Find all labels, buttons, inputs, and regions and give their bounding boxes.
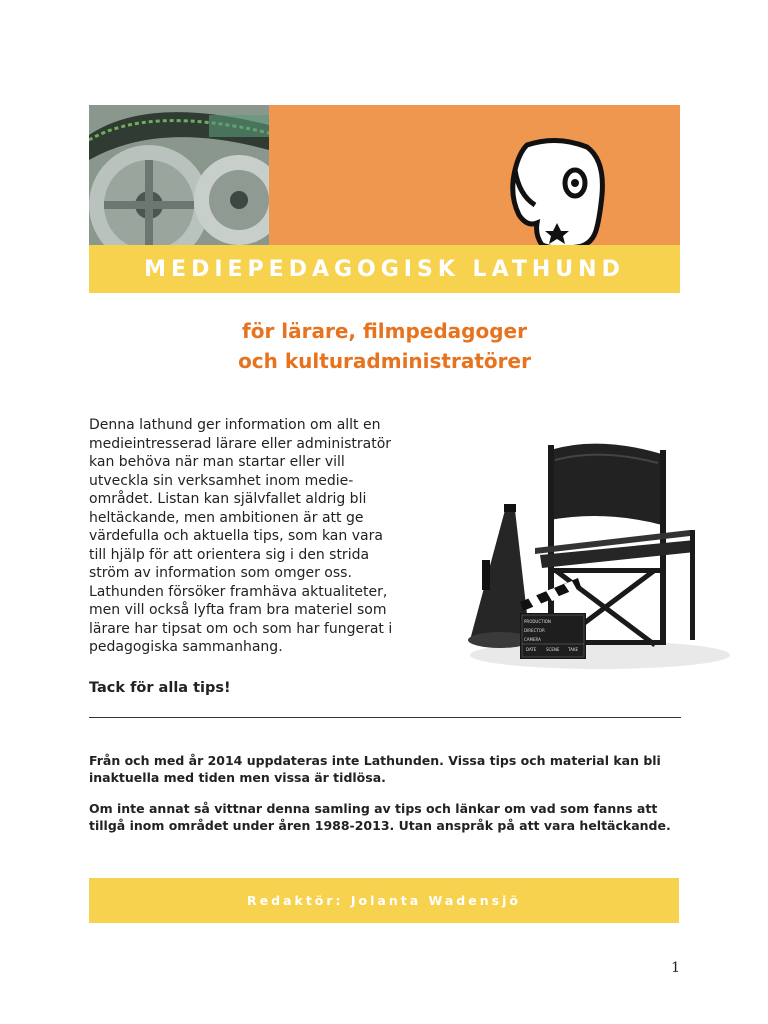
intro-line: men vill också lyfta fram bra materiel som [89,602,387,618]
banner-orange-panel [269,105,680,245]
subtitle [89,316,680,376]
page-number: 1 [671,960,680,976]
notice-line: Från och med år 2014 uppdateras inte Lathunden. Vissa tips och material kan bli [89,753,661,768]
clapper-take-label: TAKE [568,647,579,652]
clapperboard-icon [520,578,586,659]
editor-bar [89,878,679,923]
film-reel-icon [89,105,269,245]
intro-line: heltäckande, men ambitionen är att ge [89,509,364,526]
intro-line: ström av information som omger oss. [89,565,352,581]
intro-line: kan behöva när man startar eller vill [89,454,345,470]
intro-line: medieintresserad lärare eller administratör [89,435,392,452]
header-banner [89,105,680,293]
update-notice [89,752,689,786]
intro-line: Lathunden försöker framhäva aktualiteter, [89,583,388,600]
section-divider [89,717,681,718]
film-equipment-illustration [450,430,730,680]
intro-line: utveckla sin verksamhet inom medie- [89,472,354,489]
banner-title: MEDIEPEDAGOGISK LATHUND [144,256,625,282]
editor-label: Redaktör: Jolanta Wadensjö [247,893,521,908]
clapper-director-label: DIRECTOR [524,628,545,633]
clapper-camera-label: CAMERA [524,637,541,642]
intro-line: pedagogiska sammanhang. [89,639,283,655]
intro-line: Denna lathund ger information om allt en [89,417,381,433]
clapper-production-label: PRODUCTION [524,619,551,624]
notice-line: tillgå inom området under åren 1988-2013. Utan anspråk på att vara heltäckande. [89,818,671,833]
thanks-text: Tack för alla tips! [89,680,231,696]
notice-line: inaktuella med tiden men vissa är tidlösa. [89,770,386,785]
intro-line: lärare har tipsat om och som har fungerat i [89,620,393,637]
intro-line: området. Listan kan självfallet aldrig bli [89,491,367,507]
clapper-scene-label: SCENE [546,647,560,652]
intro-line: till hjälp för att orientera sig i den strida [89,546,370,563]
film-reel-photo [89,105,269,245]
intro-line: värdefulla och aktuella tips, som kan vara [89,528,383,544]
scope-notice [89,800,689,834]
subtitle-line-2: och kulturadministratörer [238,349,531,373]
banner-title-strip [89,245,680,293]
notice-line: Om inte annat så vittnar denna samling av tips och länkar om vad som fanns att [89,801,658,816]
intro-paragraph [89,416,419,657]
subtitle-line-1: för lärare, filmpedagoger [242,319,527,343]
clapper-date-label: DATE [526,647,537,652]
dog-logo-icon [507,135,607,255]
